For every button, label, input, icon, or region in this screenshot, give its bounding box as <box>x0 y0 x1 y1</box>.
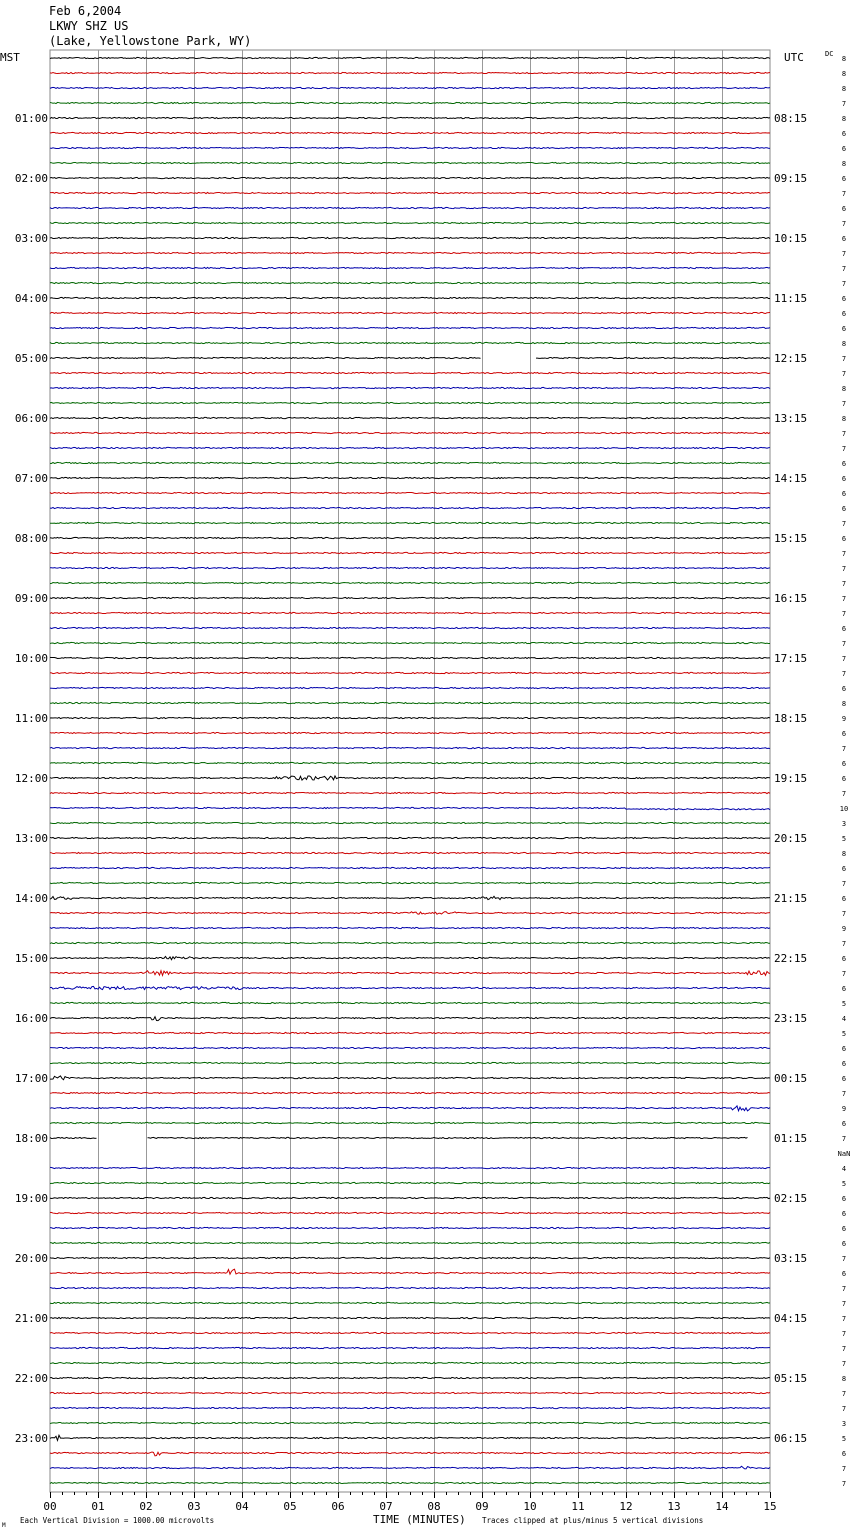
mst-hour-label: 21:00 <box>14 1312 48 1325</box>
mst-hour-label: 16:00 <box>14 1012 48 1025</box>
trace-row <box>50 342 770 343</box>
dc-offset-value: 7 <box>841 655 847 663</box>
dc-offset-value: 7 <box>841 1465 847 1473</box>
dc-offset-value: 7 <box>841 910 847 918</box>
trace-row <box>50 447 770 448</box>
dc-offset-value: 6 <box>841 460 847 468</box>
mst-hour-label: 05:00 <box>14 352 48 365</box>
dc-offset-value: 8 <box>841 70 847 78</box>
dc-offset-value: 8 <box>841 160 847 168</box>
station-name: LKWY SHZ US <box>49 19 129 33</box>
x-tick-label: 12 <box>619 1500 633 1513</box>
mst-hour-label: 06:00 <box>14 412 48 425</box>
utc-hour-label: 16:15 <box>774 592 808 605</box>
trace-row <box>50 552 770 553</box>
dc-offset-value: 5 <box>841 835 847 843</box>
trace-row <box>50 1317 770 1318</box>
trace-row <box>50 971 770 976</box>
dc-offset-value: 6 <box>841 490 847 498</box>
mst-hour-label: 08:00 <box>14 532 48 545</box>
dc-offset-value: 6 <box>841 760 847 768</box>
x-tick-label: 11 <box>571 1500 585 1513</box>
trace-row <box>50 1257 770 1258</box>
dc-offset-value: 6 <box>841 1075 847 1083</box>
x-tick-label: 09 <box>475 1500 489 1513</box>
footer-scale-note: Each Vertical Division = 1000.00 microvolts <box>20 1516 215 1525</box>
utc-hour-label: 22:15 <box>774 952 808 965</box>
mst-hour-label: 04:00 <box>14 292 48 305</box>
dc-offset-value: 7 <box>841 370 847 378</box>
trace-row <box>50 1435 770 1440</box>
mst-hour-label: 23:00 <box>14 1432 48 1445</box>
trace-row <box>50 732 770 733</box>
trace-row <box>50 102 770 103</box>
dc-offset-value: 7 <box>841 610 847 618</box>
trace-row <box>50 252 770 253</box>
dc-offset-value: 9 <box>841 715 847 723</box>
utc-hour-label: 10:15 <box>774 232 808 245</box>
seismic-traces <box>50 57 770 1483</box>
dc-offset-value: 7 <box>841 1405 847 1413</box>
dc-offset-value: 5 <box>841 1435 847 1443</box>
chart-date: Feb 6,2004 <box>49 4 122 18</box>
trace-row <box>50 417 770 418</box>
dc-offset-value: 5 <box>841 1180 847 1188</box>
dc-label: DC <box>825 50 834 58</box>
trace-row <box>50 1092 770 1093</box>
dc-offset-value: 6 <box>841 775 847 783</box>
trace-row <box>50 477 770 478</box>
x-tick-label: 04 <box>235 1500 249 1513</box>
trace-row <box>50 1137 748 1138</box>
utc-hour-label: 20:15 <box>774 832 808 845</box>
trace-row <box>50 327 770 328</box>
trace-row <box>50 1377 770 1378</box>
trace-row <box>50 267 770 268</box>
trace-row <box>50 912 770 915</box>
dc-offset-column <box>838 55 850 1488</box>
dc-offset-value: 8 <box>841 340 847 348</box>
dc-offset-value: 6 <box>841 1045 847 1053</box>
x-tick-label: 14 <box>715 1500 729 1513</box>
dc-offset-value: 7 <box>841 265 847 273</box>
dc-offset-value: 7 <box>841 520 847 528</box>
trace-row <box>50 597 770 598</box>
dc-offset-value: 6 <box>841 205 847 213</box>
utc-hour-label: 18:15 <box>774 712 808 725</box>
dc-offset-value: 6 <box>841 505 847 513</box>
x-tick-label: 13 <box>667 1500 681 1513</box>
trace-row <box>50 177 770 178</box>
dc-offset-value: 7 <box>841 1345 847 1353</box>
mst-hour-label: 15:00 <box>14 952 48 965</box>
trace-row <box>50 942 770 943</box>
trace-row <box>50 162 770 163</box>
dc-offset-value: 10 <box>839 805 849 813</box>
plot-frame <box>50 50 770 1492</box>
dc-offset-value: 7 <box>841 190 847 198</box>
trace-row <box>50 147 770 148</box>
x-tick-label: 05 <box>283 1500 297 1513</box>
utc-hour-label: 11:15 <box>774 292 808 305</box>
trace-row <box>50 852 770 853</box>
dc-offset-value: 8 <box>841 55 847 63</box>
dc-offset-value: 7 <box>841 100 847 108</box>
dc-offset-value: 6 <box>841 730 847 738</box>
dc-offset-value: 7 <box>841 790 847 798</box>
trace-row <box>50 72 770 73</box>
trace-row <box>50 1002 770 1003</box>
trace-row <box>50 1017 770 1021</box>
dc-offset-value: 7 <box>841 640 847 648</box>
utc-hour-label: 04:15 <box>774 1312 808 1325</box>
dc-offset-value: 6 <box>841 295 847 303</box>
dc-offset-value: 8 <box>841 85 847 93</box>
footer-left-mark: M <box>2 1522 6 1529</box>
dc-offset-value: 7 <box>841 445 847 453</box>
mst-hour-label: 22:00 <box>14 1372 48 1385</box>
dc-offset-value: 7 <box>841 355 847 363</box>
trace-row <box>50 1422 770 1423</box>
trace-row <box>50 702 770 703</box>
dc-offset-value: 6 <box>841 1270 847 1278</box>
trace-row <box>50 882 770 883</box>
utc-hour-label: 15:15 <box>774 532 808 545</box>
dc-offset-value: 8 <box>841 415 847 423</box>
dc-offset-value: 6 <box>841 130 847 138</box>
dc-offset-value: 6 <box>841 895 847 903</box>
mst-hour-label: 03:00 <box>14 232 48 245</box>
dc-offset-value: 7 <box>841 1300 847 1308</box>
trace-row <box>50 867 770 868</box>
dc-offset-value: 6 <box>841 685 847 693</box>
dc-offset-value: 8 <box>841 385 847 393</box>
dc-offset-value: 7 <box>841 670 847 678</box>
dc-offset-value: 6 <box>841 1450 847 1458</box>
trace-row <box>50 672 770 673</box>
trace-row <box>50 117 770 118</box>
dc-offset-value: 7 <box>841 580 847 588</box>
trace-row <box>50 297 770 298</box>
dc-offset-value: 7 <box>841 1285 847 1293</box>
trace-row <box>50 822 770 823</box>
utc-hour-label: 01:15 <box>774 1132 808 1145</box>
trace-row <box>50 1182 770 1183</box>
mst-hour-label: 14:00 <box>14 892 48 905</box>
dc-offset-value: 6 <box>841 1225 847 1233</box>
dc-offset-value: 7 <box>841 250 847 258</box>
mst-hour-label: 12:00 <box>14 772 48 785</box>
dc-offset-value: 7 <box>841 595 847 603</box>
dc-offset-value: 6 <box>841 985 847 993</box>
dc-offset-value: 7 <box>841 1315 847 1323</box>
dc-offset-value: 6 <box>841 175 847 183</box>
trace-row <box>50 1047 770 1048</box>
trace-row <box>50 1197 770 1198</box>
x-axis-title: TIME (MINUTES) <box>373 1513 466 1526</box>
trace-row <box>50 776 770 780</box>
dc-offset-value: 8 <box>841 115 847 123</box>
utc-hour-label: 17:15 <box>774 652 808 665</box>
trace-row <box>50 222 770 223</box>
dc-offset-value: 8 <box>841 1375 847 1383</box>
dc-offset-value: 6 <box>841 955 847 963</box>
utc-hour-label: 00:15 <box>774 1072 808 1085</box>
trace-row <box>50 567 770 568</box>
utc-hour-label: 09:15 <box>774 172 808 185</box>
dc-offset-value: 6 <box>841 1240 847 1248</box>
x-tick-label: 10 <box>523 1500 537 1513</box>
dc-offset-value: 6 <box>841 475 847 483</box>
x-tick-label: 08 <box>427 1500 441 1513</box>
dc-offset-value: 7 <box>841 1330 847 1338</box>
dc-offset-value: 9 <box>841 925 847 933</box>
utc-hour-label: 05:15 <box>774 1372 808 1385</box>
trace-row <box>50 687 770 688</box>
trace-row <box>50 837 770 838</box>
utc-hour-label: 13:15 <box>774 412 808 425</box>
dc-offset-value: 7 <box>841 970 847 978</box>
trace-row <box>50 1332 770 1333</box>
trace-row <box>50 1106 770 1111</box>
x-tick-label: 06 <box>331 1500 345 1513</box>
utc-hour-label: 21:15 <box>774 892 808 905</box>
mst-hour-label: 10:00 <box>14 652 48 665</box>
dc-offset-value: 7 <box>841 400 847 408</box>
mst-hour-labels <box>15 112 48 1445</box>
dc-offset-value: 3 <box>841 1420 847 1428</box>
trace-row <box>50 1269 770 1274</box>
dc-offset-value: 7 <box>841 745 847 753</box>
dc-offset-value: 3 <box>841 820 847 828</box>
dc-offset-value: 6 <box>841 1210 847 1218</box>
dc-offset-value: 6 <box>841 1120 847 1128</box>
trace-row <box>50 1452 770 1456</box>
dc-offset-value: 7 <box>841 1135 847 1143</box>
utc-hour-label: 12:15 <box>774 352 808 365</box>
dc-offset-value: 6 <box>841 235 847 243</box>
x-tick-label: 01 <box>91 1500 105 1513</box>
left-timezone-label: MST <box>0 51 20 64</box>
trace-row <box>50 282 770 283</box>
dc-offset-value: 6 <box>841 1195 847 1203</box>
mst-hour-label: 07:00 <box>14 472 48 485</box>
trace-row <box>50 927 770 928</box>
right-timezone-label: UTC <box>784 51 804 64</box>
x-tick-label: 00 <box>43 1500 57 1513</box>
utc-hour-label: 23:15 <box>774 1012 808 1025</box>
trace-row <box>50 762 770 763</box>
trace-row <box>50 1062 770 1063</box>
trace-row <box>50 657 770 658</box>
utc-hour-label: 14:15 <box>774 472 808 485</box>
utc-hour-label: 19:15 <box>774 772 808 785</box>
mst-hour-label: 17:00 <box>14 1072 48 1085</box>
mst-hour-label: 13:00 <box>14 832 48 845</box>
dc-offset-value: 9 <box>841 1105 847 1113</box>
trace-row <box>50 207 770 208</box>
dc-offset-value: 7 <box>841 1360 847 1368</box>
dc-offset-value: 6 <box>841 310 847 318</box>
dc-offset-value: 4 <box>841 1165 847 1173</box>
trace-row <box>50 1302 770 1303</box>
dc-offset-value: 7 <box>841 430 847 438</box>
dc-offset-value: 7 <box>841 550 847 558</box>
mst-hour-label: 09:00 <box>14 592 48 605</box>
dc-offset-value: 7 <box>841 565 847 573</box>
trace-row <box>50 1242 770 1243</box>
trace-row <box>50 717 770 718</box>
trace-row <box>50 1287 770 1288</box>
trace-row <box>50 642 770 643</box>
mst-hour-label: 20:00 <box>14 1252 48 1265</box>
trace-row <box>50 132 770 133</box>
dc-offset-value: 7 <box>841 1480 847 1488</box>
trace-row <box>50 402 770 403</box>
trace-row <box>50 1362 770 1363</box>
trace-row <box>50 747 770 748</box>
dc-offset-value: 6 <box>841 865 847 873</box>
mst-hour-label: 18:00 <box>14 1132 48 1145</box>
trace-row <box>50 807 770 809</box>
dc-offset-value: 5 <box>841 1030 847 1038</box>
dc-offset-value: 6 <box>841 625 847 633</box>
mst-hour-label: 19:00 <box>14 1192 48 1205</box>
utc-hour-label: 02:15 <box>774 1192 808 1205</box>
dc-offset-value: 6 <box>841 1060 847 1068</box>
trace-row <box>50 237 770 238</box>
trace-row <box>50 432 770 433</box>
trace-row <box>50 1227 770 1228</box>
x-tick-label: 02 <box>139 1500 153 1513</box>
utc-hour-label: 08:15 <box>774 112 808 125</box>
trace-row <box>50 792 770 793</box>
trace-row <box>50 357 770 358</box>
utc-hour-label: 03:15 <box>774 1252 808 1265</box>
dc-offset-value: 7 <box>841 1255 847 1263</box>
trace-row <box>50 1407 770 1408</box>
x-axis <box>43 1492 776 1513</box>
trace-row <box>50 1212 770 1213</box>
footer-clip-note: Traces clipped at plus/minus 5 vertical divisions <box>482 1516 704 1525</box>
trace-row <box>50 57 770 58</box>
dc-offset-value: 7 <box>841 880 847 888</box>
trace-row <box>50 582 770 583</box>
trace-row <box>50 312 770 313</box>
trace-row <box>50 1076 770 1080</box>
trace-row <box>50 612 770 613</box>
trace-row <box>50 1167 770 1168</box>
dc-offset-value: 5 <box>841 1000 847 1008</box>
trace-row <box>50 507 770 508</box>
dc-offset-value: 7 <box>841 1390 847 1398</box>
trace-row <box>50 1122 770 1123</box>
trace-row <box>50 522 770 523</box>
x-tick-label: 03 <box>187 1500 201 1513</box>
utc-hour-label: 06:15 <box>774 1432 808 1445</box>
dc-offset-value: 6 <box>841 145 847 153</box>
x-tick-label: 07 <box>379 1500 393 1513</box>
trace-row <box>50 1347 770 1348</box>
trace-row <box>50 192 770 193</box>
trace-row <box>50 537 770 538</box>
trace-row <box>50 372 770 373</box>
x-tick-label: 15 <box>763 1500 777 1513</box>
dc-offset-value: NaN <box>837 1150 850 1158</box>
dc-offset-value: 7 <box>841 940 847 948</box>
utc-hour-labels <box>774 112 807 1445</box>
dc-offset-value: 8 <box>841 850 847 858</box>
trace-row <box>50 627 770 628</box>
dc-offset-value: 6 <box>841 535 847 543</box>
trace-row <box>50 956 770 959</box>
trace-row <box>50 896 770 899</box>
mst-hour-label: 01:00 <box>14 112 48 125</box>
time-grid <box>50 50 770 1492</box>
trace-row <box>50 87 770 88</box>
trace-row <box>50 1032 770 1033</box>
dc-offset-value: 7 <box>841 1090 847 1098</box>
trace-row <box>50 462 770 463</box>
mst-hour-label: 02:00 <box>14 172 48 185</box>
dc-offset-value: 7 <box>841 220 847 228</box>
dc-offset-value: 4 <box>841 1015 847 1023</box>
trace-row <box>50 387 770 388</box>
dc-offset-value: 8 <box>841 700 847 708</box>
station-location: (Lake, Yellowstone Park, WY) <box>49 34 252 48</box>
dc-offset-value: 6 <box>841 325 847 333</box>
trace-row <box>50 1482 770 1483</box>
trace-row <box>50 1466 770 1469</box>
trace-row <box>50 492 770 493</box>
mst-hour-label: 11:00 <box>14 712 48 725</box>
trace-row <box>50 1392 770 1393</box>
trace-row <box>50 986 770 989</box>
dc-offset-value: 7 <box>841 280 847 288</box>
